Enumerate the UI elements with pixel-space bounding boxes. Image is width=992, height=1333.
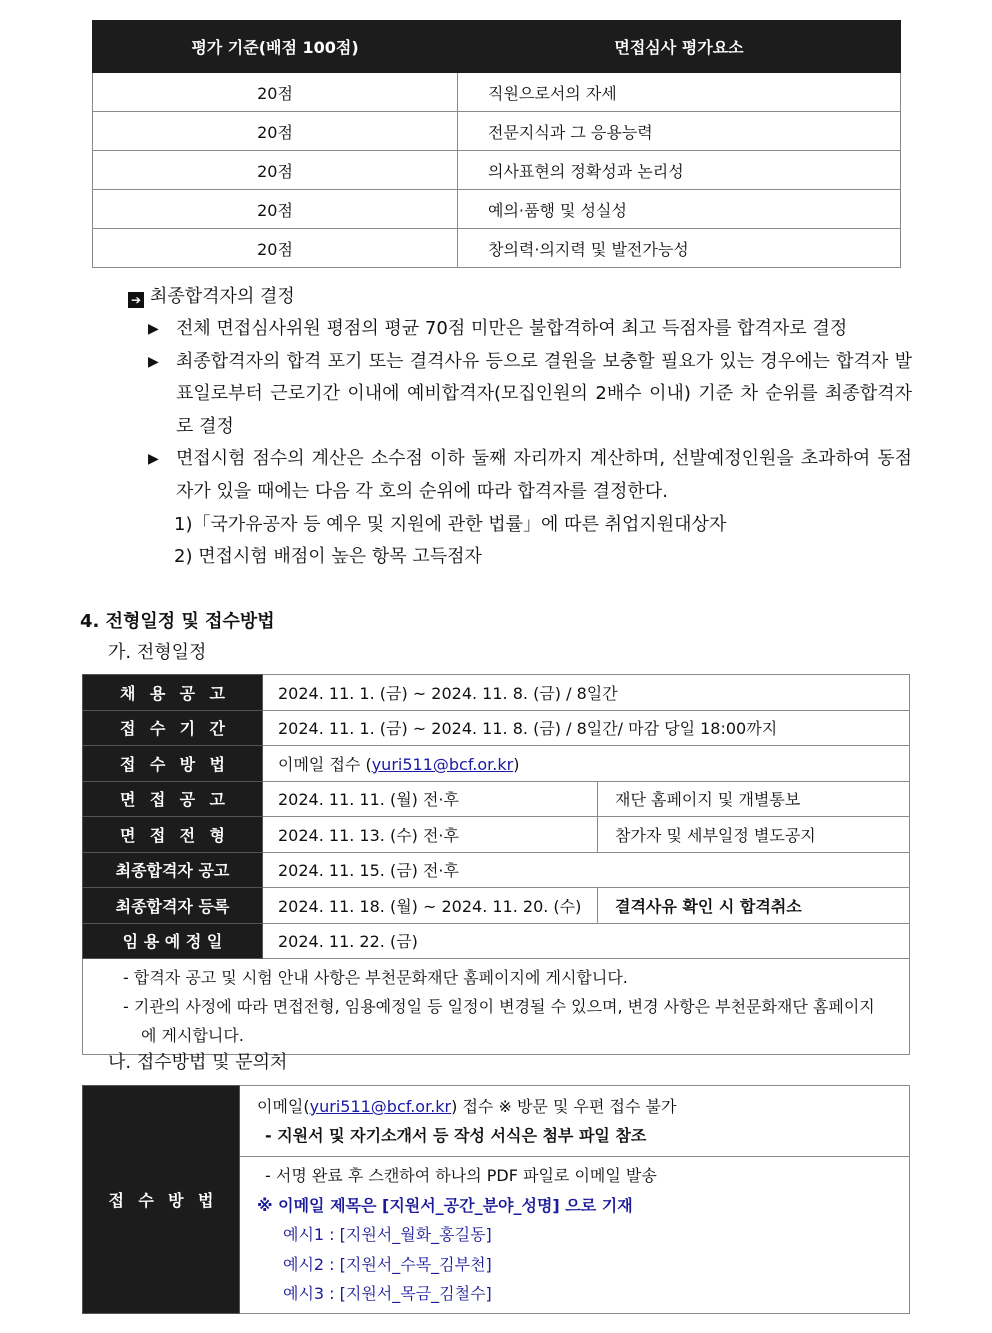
subsection-title-schedule: 가. 전형일정 bbox=[108, 642, 207, 663]
table-row bbox=[83, 888, 910, 924]
table-row bbox=[93, 73, 901, 112]
row-note: 결격사유 확인 시 합격취소 bbox=[598, 888, 910, 924]
table-row bbox=[83, 781, 910, 817]
list-item bbox=[148, 443, 912, 508]
criteria-cell: 전문지식과 그 응용능력 bbox=[458, 112, 901, 151]
schedule-notes bbox=[83, 959, 910, 1055]
line-prefix: 이메일( bbox=[257, 1097, 310, 1116]
value-prefix: 이메일 접수 ( bbox=[278, 754, 372, 774]
row-label: 접수기간 bbox=[83, 710, 263, 746]
row-value: 2024. 11. 1. (금) ~ 2024. 11. 8. (금) / 8일간/ 마감 당일 18:00까지 bbox=[263, 710, 910, 746]
table-row bbox=[83, 1086, 910, 1157]
email-line bbox=[257, 1092, 909, 1121]
score-cell: 20점 bbox=[93, 73, 458, 112]
section-title: 4. 전형일정 및 접수방법 bbox=[80, 611, 275, 632]
line-suffix: ) 접수 ※ 방문 및 우편 접수 불가 bbox=[451, 1097, 677, 1116]
triangle-bullet-icon: ▶ bbox=[148, 321, 159, 337]
method-detail-cell bbox=[240, 1157, 910, 1314]
row-label: 임용예정일 bbox=[83, 923, 263, 959]
row-value: 2024. 11. 15. (금) 전·후 bbox=[263, 852, 910, 888]
criteria-cell: 예의·품행 및 성실성 bbox=[458, 190, 901, 229]
table-row bbox=[93, 190, 901, 229]
table-row bbox=[93, 151, 901, 190]
table-row bbox=[93, 112, 901, 151]
evaluation-criteria-table bbox=[92, 20, 901, 268]
email-link[interactable]: yuri511@bcf.or.kr bbox=[309, 1097, 452, 1116]
table-row bbox=[83, 746, 910, 782]
example-line: 예시2 : [지원서_수목_김부천] bbox=[283, 1254, 492, 1274]
row-value: 2024. 11. 11. (월) 전·후 bbox=[263, 781, 598, 817]
table-header: 평가 기준(배점 100점) bbox=[93, 21, 458, 73]
row-value: 2024. 11. 1. (금) ~ 2024. 11. 8. (금) / 8일간 bbox=[263, 675, 910, 711]
notes-row bbox=[83, 959, 910, 1055]
example-line: 예시1 : [지원서_월화_홍길동] bbox=[283, 1225, 492, 1244]
application-method-table bbox=[82, 1085, 910, 1314]
method-cell bbox=[240, 1086, 910, 1157]
sub-item: 2) 면접시험 배점이 높은 항목 고득점자 bbox=[174, 546, 482, 568]
row-label: 최종합격자 등록 bbox=[83, 888, 263, 924]
row-value bbox=[263, 746, 910, 782]
table-row bbox=[83, 852, 910, 888]
row-label: 최종합격자 공고 bbox=[83, 852, 263, 888]
note-line: - 합격자 공고 및 시험 안내 사항은 부천문화재단 홈페이지에 게시합니다. bbox=[123, 968, 628, 987]
arrow-right-icon: ➔ bbox=[128, 292, 144, 308]
row-note: 참가자 및 세부일정 별도공지 bbox=[598, 817, 910, 853]
criteria-cell: 창의력·의지력 및 발전가능성 bbox=[458, 229, 901, 268]
criteria-cell: 의사표현의 정확성과 논리성 bbox=[458, 151, 901, 190]
row-label: 접수방법 bbox=[83, 1086, 240, 1314]
triangle-bullet-icon: ▶ bbox=[148, 451, 159, 468]
email-link[interactable]: yuri511@bcf.or.kr bbox=[371, 754, 514, 774]
table-row bbox=[83, 923, 910, 959]
list-item bbox=[148, 313, 912, 346]
score-cell: 20점 bbox=[93, 151, 458, 190]
row-value: 2024. 11. 13. (수) 전·후 bbox=[263, 817, 598, 853]
row-note: 재단 홈페이지 및 개별통보 bbox=[598, 781, 910, 817]
subsection-title-contact: 나. 접수방법 및 문의처 bbox=[108, 1052, 288, 1073]
final-decision-heading bbox=[128, 282, 295, 308]
list-item bbox=[148, 346, 912, 444]
list-item-text: 전체 면접심사위원 평점의 평균 70점 미만은 불합격하여 최고 득점자를 합격자로 결정 bbox=[176, 318, 848, 339]
example-line: 예시3 : [지원서_목금_김철수] bbox=[283, 1284, 492, 1303]
list-item-text: 최종합격자의 합격 포기 또는 결격사유 등으로 결원을 보충할 필요가 있는 경우에는 합격자 발표일로부터 근로기간 이내에 예비합격자(모집인원의 2배수 이내) 기준 차 순위를 최종합격자로 결정 bbox=[176, 350, 912, 437]
table-header: 면접심사 평가요소 bbox=[458, 21, 901, 73]
list-item-text: 면접시험 점수의 계산은 소수점 이하 둘째 자리까지 계산하며, 선발예정인원을 초과하여 동점자가 있을 때에는 다음 각 호의 순위에 따라 합격자를 결정한다. bbox=[176, 448, 912, 502]
score-cell: 20점 bbox=[93, 229, 458, 268]
table-row bbox=[83, 817, 910, 853]
final-decision-list bbox=[148, 313, 912, 574]
row-value: 2024. 11. 18. (월) ~ 2024. 11. 20. (수) bbox=[263, 888, 598, 924]
row-label: 면접공고 bbox=[83, 781, 263, 817]
row-value: 2024. 11. 22. (금) bbox=[263, 923, 910, 959]
email-subject-rule: ※ 이메일 제목은 [지원서_공간_분야_성명] 으로 기재 bbox=[257, 1195, 633, 1215]
table-row bbox=[83, 675, 910, 711]
row-label: 면접전형 bbox=[83, 817, 263, 853]
schedule-table bbox=[82, 674, 910, 1055]
row-label: 접수방법 bbox=[83, 746, 263, 782]
note-line: - 기관의 사정에 따라 면접전형, 임용예정일 등 일정이 변경될 수 있으며, 변경 사항은 부천문화재단 홈페이지에 게시합니다. bbox=[123, 997, 875, 1045]
triangle-bullet-icon: ▶ bbox=[148, 353, 159, 370]
scan-instruction-line: - 서명 완료 후 스캔하여 하나의 PDF 파일로 이메일 발송 bbox=[265, 1166, 657, 1185]
table-row bbox=[83, 710, 910, 746]
table-row bbox=[93, 229, 901, 268]
final-decision-heading-text: 최종합격자의 결정 bbox=[150, 286, 295, 307]
sub-item: 1)「국가유공자 등 예우 및 지원에 관한 법률」에 따른 취업지원대상자 bbox=[174, 513, 727, 535]
criteria-cell: 직원으로서의 자세 bbox=[458, 73, 901, 112]
score-cell: 20점 bbox=[93, 190, 458, 229]
row-label: 채용공고 bbox=[83, 675, 263, 711]
score-cell: 20점 bbox=[93, 112, 458, 151]
value-suffix: ) bbox=[513, 754, 520, 774]
form-reference-line: - 지원서 및 자기소개서 등 작성 서식은 첨부 파일 참조 bbox=[265, 1126, 647, 1145]
